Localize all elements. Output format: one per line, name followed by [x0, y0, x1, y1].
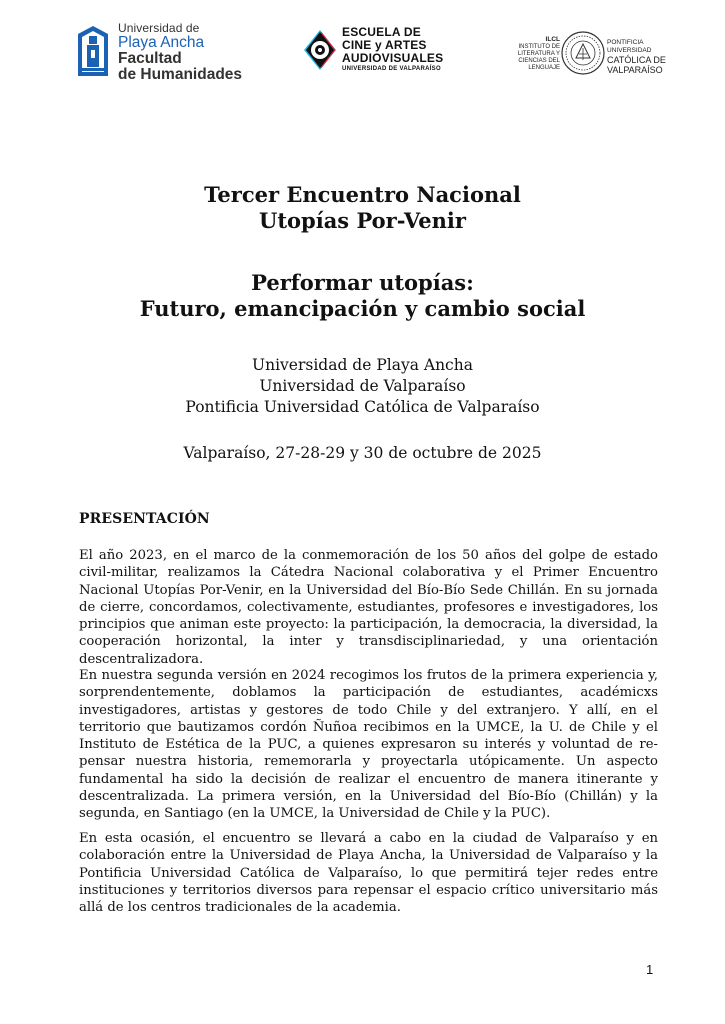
institutions-list — [0, 355, 725, 418]
institution-1: Universidad de Playa Ancha — [252, 356, 473, 374]
cine-line3: AUDIOVISUALES — [342, 51, 444, 65]
paragraph-2: En nuestra segunda versión en 2024 recogimos los frutos de la primera experiencia y, sorprendentemente, doblamos la participación de estudiantes, académicxs investigadores, artistas y gestores de todo Chile y del extranjero. Y allí, en el territorio que bautizamos cordón Ñuñoa recibimos en la UMCE, la U. de Chile y el Instituto de Estética de la PUC, a quienes expresaron su interés y voluntad de re-pensar nuestra historia, rememorarla y proyectarla utópicamente. Un aspecto fundamental ha sido la decisión de realizar el encuentro de manera itinerante y descentralizada. La primera versión, en la Universidad del Bío-Bío (Chillán) y la segunda, en Santiago (en la UMCE, la Universidad de Chile y la PUC). — [79, 668, 658, 822]
ilcl-name-3: CIENCIAS DEL — [518, 58, 560, 64]
cine-line1: ESCUELA DE — [342, 25, 421, 39]
title-line3: Performar utopías: — [251, 270, 474, 295]
title-line4: Futuro, emancipación y cambio social — [139, 296, 586, 321]
logo-universidad-playa-ancha — [74, 22, 254, 86]
ilcl-name-2: LITERATURA Y — [517, 51, 560, 57]
event-title — [0, 182, 725, 234]
ilcl-abbr: ILCL — [545, 36, 560, 43]
logo-ilcl — [502, 36, 560, 72]
cine-line2: CINE y ARTES — [342, 38, 427, 52]
logo-escuela-cine — [302, 26, 442, 86]
ilcl-name-4: LENGUAJE — [528, 65, 560, 71]
event-date: Valparaíso, 27-28-29 y 30 de octubre de 2025 — [183, 444, 542, 462]
puc-line1: PONTIFICIA — [607, 39, 644, 46]
upla-line2: Playa Ancha — [118, 34, 205, 51]
title-line1: Tercer Encuentro Nacional — [204, 182, 521, 207]
upla-line3: Facultad — [118, 50, 182, 67]
paragraph-1: El año 2023, en el marco de la conmemoración de los 50 años del golpe de estado civil-militar, realizamos la Cátedra Nacional colaborativa y el Primer Encuentro Nacional Utopías Por-Venir, en la Universidad del Bío-Bío Sede Chillán. En su jornada de cierre, concordamos, colectivamente, estudiantes, profesores e investigadores, los principios que animan este proyecto: la participación, la democracia, la diversidad, la cooperación horizontal, la inter y transdisciplinariedad, y una orientación descentralizadora. — [79, 548, 658, 667]
cine-line4: UNIVERSIDAD DE VALPARAÍSO — [342, 66, 441, 72]
paragraph-3: En esta ocasión, el encuentro se llevará a cabo en la ciudad de Valparaíso y en colaboración entre la Universidad de Playa Ancha, la Universidad de Valparaíso y la Pontificia Universidad Católica de Valparaíso, lo que permitirá tejer redes entre instituciones y territorios diversos para repensar el espacio crítico universitario más allá de los centros tradicionales de la academia. — [79, 831, 658, 916]
logo-puc — [607, 39, 666, 75]
upla-line1: Universidad de — [118, 21, 200, 35]
ilcl-name-1: INSTITUTO DE — [518, 44, 560, 50]
institution-3: Pontificia Universidad Católica de Valparaíso — [185, 398, 540, 416]
upla-line4: de Humanidades — [118, 66, 243, 83]
film-reel-icon — [302, 28, 338, 72]
page-number: 1 — [646, 962, 654, 977]
puc-line3: CATÓLICA DE — [607, 55, 666, 65]
section-heading: PRESENTACIÓN — [79, 511, 210, 527]
lighthouse-icon — [74, 24, 112, 82]
title-line2: Utopías Por-Venir — [259, 208, 466, 233]
institution-2: Universidad de Valparaíso — [259, 377, 466, 395]
puc-line2: UNIVERSIDAD — [607, 47, 652, 54]
event-subtitle — [0, 270, 725, 322]
puc-line4: VALPARAÍSO — [607, 65, 663, 75]
university-seal-icon — [561, 28, 605, 78]
